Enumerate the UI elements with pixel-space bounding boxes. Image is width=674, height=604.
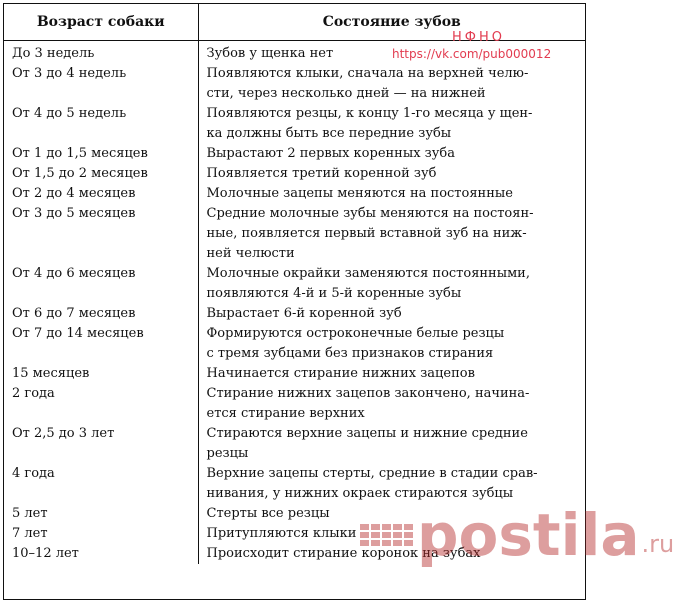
dog-age-cell: От 6 до 7 месяцев bbox=[4, 304, 198, 324]
teeth-state-cell: Молочные окрайки заменяются постоянными, появляются 4-й и 5-й коренные зубы bbox=[206, 266, 530, 301]
dog-age-cell: 5 лет bbox=[4, 504, 198, 524]
dog-age-cell: От 3 до 5 месяцев bbox=[4, 204, 198, 264]
dog-age-cell: От 1,5 до 2 месяцев bbox=[4, 164, 198, 184]
teeth-state-cell: Стерты все резцы bbox=[206, 506, 330, 521]
postila-logo: postila .ru bbox=[360, 506, 674, 564]
teeth-state-cell: Стирание нижних зацепов закончено, начина- ется стирание верхних bbox=[206, 386, 530, 421]
teeth-state-cell: Притупляются клыки bbox=[206, 526, 357, 541]
table-row bbox=[4, 504, 585, 524]
table-row bbox=[4, 144, 585, 164]
header-teeth-state: Состояние зубов bbox=[198, 4, 585, 41]
table-row bbox=[4, 364, 585, 384]
teeth-state-cell: Стираются верхние зацепы и нижние средние резцы bbox=[206, 426, 528, 461]
table-row bbox=[4, 104, 585, 144]
dog-age-cell: От 4 до 6 месяцев bbox=[4, 264, 198, 304]
table-row bbox=[4, 164, 585, 184]
dog-age-cell: До 3 недель bbox=[4, 41, 198, 65]
table-row bbox=[4, 64, 585, 104]
dog-age-cell: От 1 до 1,5 месяцев bbox=[4, 144, 198, 164]
table-row bbox=[4, 304, 585, 324]
dog-age-cell: От 2,5 до 3 лет bbox=[4, 424, 198, 464]
teeth-state-cell: Молочные зацепы меняются на постоянные bbox=[206, 186, 513, 201]
dog-age-cell: От 2 до 4 месяцев bbox=[4, 184, 198, 204]
teeth-state-cell: Вырастают 2 первых коренных зуба bbox=[206, 146, 455, 161]
teeth-state-cell: Начинается стирание нижних зацепов bbox=[206, 366, 475, 381]
teeth-state-cell: Появляются клыки, сначала на верхней челю- сти, через несколько дней — на нижней bbox=[206, 66, 529, 101]
dog-age-cell: 2 года bbox=[4, 384, 198, 424]
table-row bbox=[4, 204, 585, 264]
dog-age-cell: 15 месяцев bbox=[4, 364, 198, 384]
teeth-state-cell: Появляются резцы, к концу 1-го месяца у щен- ка должны быть все передние зубы bbox=[206, 106, 533, 141]
watermark-vk-url: https://vk.com/pub000012 bbox=[392, 47, 552, 61]
teeth-state-cell: Появляется третий коренной зуб bbox=[206, 166, 437, 181]
teeth-state-cell: Вырастает 6-й коренной зуб bbox=[206, 306, 402, 321]
table-row bbox=[4, 524, 585, 544]
table-row bbox=[4, 424, 585, 464]
dog-age-cell: 4 года bbox=[4, 464, 198, 504]
dog-age-cell: От 3 до 4 недель bbox=[4, 64, 198, 104]
dog-age-cell: От 7 до 14 месяцев bbox=[4, 324, 198, 364]
teeth-state-cell: Зубов у щенка нет bbox=[206, 46, 334, 61]
table-row bbox=[4, 384, 585, 424]
table-row bbox=[4, 464, 585, 504]
dog-age-cell: 7 лет bbox=[4, 524, 198, 544]
teeth-state-cell: Верхние зацепы стерты, средние в стадии срав- нивания, у нижних окраек стираются зубцы bbox=[206, 466, 538, 501]
header-dog-age: Возраст собаки bbox=[4, 4, 198, 41]
table-row bbox=[4, 324, 585, 364]
dog-age-cell: От 4 до 5 недель bbox=[4, 104, 198, 144]
table-row bbox=[4, 544, 585, 564]
teeth-age-table bbox=[4, 4, 585, 564]
teeth-state-cell: Формируются остроконечные белые резцы с тремя зубцами без признаков стирания bbox=[206, 326, 505, 361]
dog-age-cell: 10–12 лет bbox=[4, 544, 198, 564]
teeth-age-table-frame bbox=[3, 3, 586, 600]
teeth-state-cell: Средние молочные зубы меняются на постоян- ные, появляется первый вставной зуб на ниж- ней челюсти bbox=[206, 206, 534, 261]
teeth-state-cell: Происходит стирание коронок на зубах bbox=[206, 546, 481, 561]
table-row bbox=[4, 184, 585, 204]
watermark-nfno: НФНО bbox=[452, 30, 505, 45]
table-row bbox=[4, 264, 585, 304]
